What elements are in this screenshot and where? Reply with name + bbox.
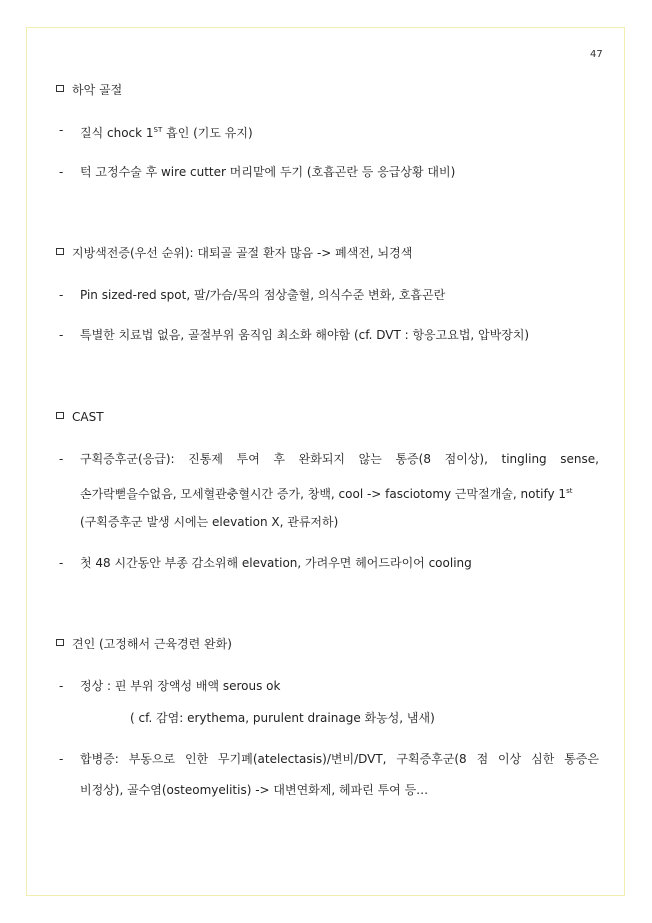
checkbox-bullet-icon bbox=[56, 248, 64, 255]
dash-bullet: - bbox=[59, 752, 64, 766]
section-heading-traction bbox=[56, 636, 232, 652]
dash-bullet: - bbox=[59, 679, 64, 693]
checkbox-bullet-icon bbox=[56, 639, 64, 646]
superscript: ST bbox=[153, 126, 163, 134]
dash-bullet: - bbox=[59, 123, 64, 137]
list-item: Pin sized-red spot, 팔/가슴/목의 점상출혈, 의식수준 변화, 호흡곤란 bbox=[80, 288, 446, 302]
list-item-line: 합병증: 부동으로 인한 무기폐(atelectasis)/변비/DVT, 구획증후군(8 점 이상 심한 통증은 bbox=[80, 752, 599, 766]
item-text: 손가락뻗을수없음, 모세혈관충혈시간 증가, 창백, cool -> fasciotomy 근막절개술, notify 1 bbox=[80, 487, 567, 501]
list-item-line: 비정상), 골수염(osteomyelitis) -> 대변연화제, 헤파린 투여 등… bbox=[80, 783, 429, 797]
dash-bullet: - bbox=[59, 165, 64, 179]
page-number: 47 bbox=[590, 49, 603, 60]
list-item-subnote: ( cf. 감염: erythema, purulent drainage 화농성, 냄새) bbox=[130, 711, 435, 725]
section-heading-cast bbox=[56, 409, 104, 425]
list-item: 첫 48 시간동안 부종 감소위해 elevation, 가려우면 헤어드라이어 cooling bbox=[80, 556, 472, 570]
list-item-line: 구획증후군(응급): 진통제 투여 후 완화되지 않는 통증(8 점이상), tingling sense, bbox=[80, 452, 599, 466]
dash-bullet: - bbox=[59, 288, 64, 302]
heading-text: CAST bbox=[72, 410, 104, 424]
superscript: st bbox=[566, 487, 573, 495]
dash-bullet: - bbox=[59, 328, 64, 342]
checkbox-bullet-icon bbox=[56, 85, 64, 92]
list-item: 턱 고정수술 후 wire cutter 머리맡에 두기 (호흡곤란 등 응급상황 대비) bbox=[80, 165, 456, 179]
section-heading-fat-embolism bbox=[56, 245, 412, 261]
list-item-line: (구획증후군 발생 시에는 elevation X, 관류저하) bbox=[80, 515, 339, 529]
heading-text: 견인 (고정해서 근육경련 완화) bbox=[72, 637, 232, 651]
list-item: 정상 : 핀 부위 장액성 배액 serous ok bbox=[80, 679, 281, 693]
list-item-line bbox=[80, 483, 572, 502]
item-text: 흡인 (기도 유지) bbox=[162, 126, 253, 140]
dash-bullet: - bbox=[59, 452, 64, 466]
checkbox-bullet-icon bbox=[56, 412, 64, 419]
list-item: 특별한 치료법 없음, 골절부위 움직임 최소화 해야함 (cf. DVT : 항응고요법, 압박장치) bbox=[80, 328, 530, 342]
heading-text: 하악 골절 bbox=[72, 83, 123, 97]
list-item bbox=[80, 122, 253, 141]
heading-text: 지방색전증(우선 순위): 대퇴골 골절 환자 많음 -> 폐색전, 뇌경색 bbox=[72, 246, 413, 260]
dash-bullet: - bbox=[59, 556, 64, 570]
item-text: 질식 chock 1 bbox=[80, 126, 154, 140]
section-heading-mandible-fracture bbox=[56, 82, 122, 98]
